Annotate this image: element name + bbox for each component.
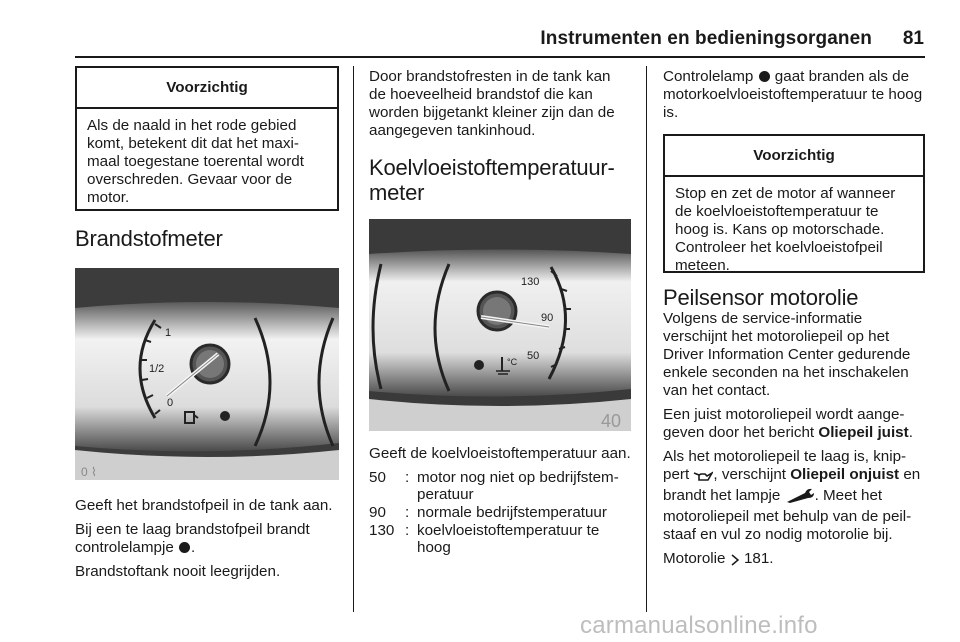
col3-paragraph-5 bbox=[663, 550, 925, 571]
control-lamp-icon bbox=[179, 542, 190, 553]
column-divider bbox=[646, 66, 647, 612]
oil-can-icon bbox=[693, 469, 713, 487]
coolant-gauge-photo bbox=[369, 219, 631, 431]
section-heading-coolant-line1: Koelvloeistoftemperatuur- bbox=[369, 155, 615, 180]
table-key: 130 bbox=[369, 522, 395, 539]
wrench-icon bbox=[785, 487, 815, 508]
col3-paragraph-4 bbox=[663, 448, 925, 544]
fuel-paragraph-2-end: . bbox=[191, 539, 196, 556]
control-lamp-icon bbox=[759, 71, 770, 82]
table-key: 90 bbox=[369, 504, 386, 521]
col3-paragraph-1-start: Controlelamp bbox=[663, 68, 754, 85]
coolant-gauge-label-90: 90 bbox=[541, 312, 554, 324]
caution-text: Stop en zet de motor af wanneer de koelvloeistoftemperatuur te hoog is. Kans op motorschade. Controleer het koelvloeistofpeil meteen. bbox=[675, 185, 896, 274]
warning-lamp-icon bbox=[220, 411, 230, 421]
table-row: 90 : normale bedrijfstemperatuur bbox=[369, 504, 631, 521]
col3-paragraph-4-mid2: en brandt het lampje bbox=[663, 466, 921, 504]
fuel-gauge-label-empty: 0 bbox=[167, 397, 174, 409]
col3-paragraph-1 bbox=[663, 68, 925, 122]
fuel-gauge-label-half: 1/2 bbox=[149, 363, 165, 375]
column-1 bbox=[75, 66, 339, 587]
fuel-gauge-label-full: 1 bbox=[165, 327, 172, 339]
caution-box bbox=[75, 66, 339, 211]
coolant-gauge-label-130: 130 bbox=[521, 276, 540, 288]
section-heading-fuel: Brandstofmeter bbox=[75, 226, 223, 251]
page-reference-arrow-icon bbox=[730, 553, 740, 571]
col3-paragraph-4-start: Als het motoroliepeil te laag is, knip-pert bbox=[663, 448, 907, 483]
column-3 bbox=[663, 66, 925, 577]
col3-paragraph-5-start: Motorolie bbox=[663, 550, 726, 567]
col3-paragraph-3 bbox=[663, 406, 925, 442]
fuel-paragraph-2 bbox=[75, 521, 339, 557]
col3-paragraph-4-mid: , verschijnt bbox=[713, 466, 786, 483]
watermark: carmanualsonline.info bbox=[580, 612, 818, 639]
col2-paragraph-1: Door brandstofresten in de tank kan de hoeveelheid brandstof die kan worden bijgetankt kleiner zijn dan de aangegeven tankinhoud. bbox=[369, 68, 615, 139]
caution-title: Voorzichtig bbox=[77, 68, 337, 109]
section-heading-coolant-line2: meter bbox=[369, 180, 425, 205]
page-number: 81 bbox=[902, 28, 924, 49]
section-heading-coolant bbox=[369, 155, 631, 205]
header-rule bbox=[75, 56, 925, 58]
table-row: 50 : motor nog niet op bedrijfstem-peratuur bbox=[369, 469, 631, 503]
message-oil-level-incorrect: Oliepeil onjuist bbox=[790, 466, 900, 483]
col3-paragraph-2: Volgens de service-informatie verschijnt het motoroliepeil op het Driver Information Center gedurende enkele seconden na het inschakelen van het contact. bbox=[663, 310, 911, 399]
coolant-gauge-unit: °C bbox=[507, 357, 518, 367]
caution-box bbox=[663, 134, 925, 273]
fuel-paragraph-2-text: Bij een te laag brandstofpeil brandt controlelampje bbox=[75, 521, 310, 556]
page-reference[interactable]: 181. bbox=[743, 550, 774, 567]
fuel-gauge-photo bbox=[75, 268, 339, 480]
table-row: 130 : koelvloeistoftemperatuur te hoog bbox=[369, 522, 631, 556]
section-heading-oil-sensor: Peilsensor motorolie bbox=[663, 285, 859, 310]
message-oil-level-ok: Oliepeil juist bbox=[818, 424, 909, 441]
table-value: motor nog niet op bedrijfstem-peratuur bbox=[417, 469, 619, 503]
fuel-paragraph-3: Brandstoftank nooit leegrijden. bbox=[75, 563, 281, 580]
col2-paragraph-2: Geeft de koelvloeistoftemperatuur aan. bbox=[369, 445, 631, 462]
table-value: koelvloeistoftemperatuur te hoog bbox=[417, 522, 600, 556]
coolant-gauge-label-50: 50 bbox=[527, 350, 540, 362]
page-header-title: Instrumenten en bedieningsorganen bbox=[540, 28, 872, 49]
temperature-table bbox=[369, 469, 631, 556]
col3-paragraph-3-start: Een juist motoroliepeil wordt aange-geven door het bericht bbox=[663, 406, 905, 441]
fuel-paragraph-1: Geeft het brandstofpeil in de tank aan. bbox=[75, 497, 333, 514]
column-divider bbox=[353, 66, 354, 612]
table-key: 50 bbox=[369, 469, 386, 486]
col3-paragraph-3-end: . bbox=[908, 424, 913, 441]
caution-text: Als de naald in het rode gebied komt, betekent dit dat het maxi-maal toegestane toerental wordt overschreden. Gevaar voor de motor. bbox=[87, 117, 304, 206]
svg-text:0 ⌇: 0 ⌇ bbox=[81, 465, 97, 479]
coolant-gauge-edge-label: 40 bbox=[601, 411, 622, 431]
table-value: normale bedrijfstemperatuur bbox=[417, 504, 607, 521]
warning-lamp-icon bbox=[474, 360, 484, 370]
caution-title: Voorzichtig bbox=[665, 136, 923, 177]
col3-paragraph-1-end: gaat branden als de motorkoelvloeistoftemperatuur te hoog is. bbox=[663, 68, 923, 121]
column-2 bbox=[369, 66, 631, 557]
col3-paragraph-4-end: . Meet het motoroliepeil met behulp van de peil-staaf en vul zo nodig motorolie bij. bbox=[663, 487, 912, 543]
